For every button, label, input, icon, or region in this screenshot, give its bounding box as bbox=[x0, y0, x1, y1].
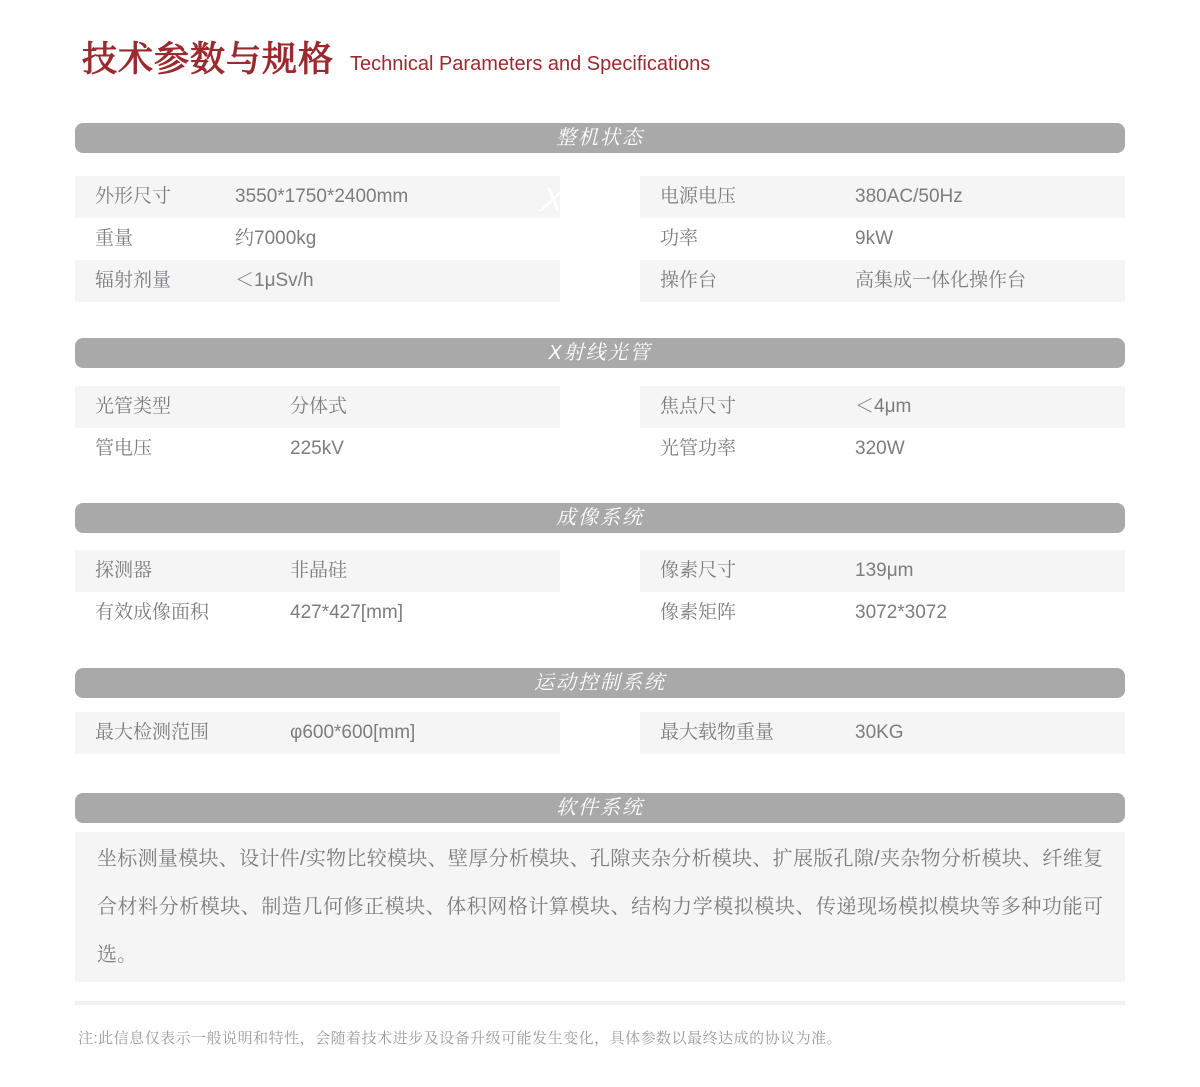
spec-value: 3550*1750*2400mm bbox=[235, 186, 409, 207]
spec-row bbox=[640, 176, 1125, 218]
spec-value: 427*427[mm] bbox=[290, 602, 404, 623]
spec-column-left bbox=[75, 712, 560, 754]
spec-label: 光管功率 bbox=[660, 438, 737, 459]
spec-label: 探测器 bbox=[95, 560, 153, 581]
spec-label: 有效成像面积 bbox=[95, 602, 210, 623]
spec-column-right bbox=[640, 550, 1125, 634]
spec-label: 像素矩阵 bbox=[660, 602, 737, 623]
page-title-chinese: 技术参数与规格 bbox=[82, 40, 335, 79]
spec-row bbox=[640, 712, 1125, 754]
spec-value: ＜4μm bbox=[855, 396, 912, 417]
section-header-bar bbox=[75, 793, 1125, 823]
spec-label: 光管类型 bbox=[95, 396, 172, 417]
section-header-bar bbox=[75, 123, 1125, 153]
spec-column-left bbox=[75, 386, 560, 470]
footer-note: 注:此信息仅表示一般说明和特性，会随着技术进步及设备升级可能发生变化，具体参数以最终达成的协议为准。 bbox=[78, 1030, 843, 1047]
spec-value: 139μm bbox=[855, 560, 914, 581]
spec-row bbox=[640, 550, 1125, 592]
spec-value: 约7000kg bbox=[235, 228, 317, 249]
section-title: 整机状态 bbox=[556, 127, 644, 149]
page-title bbox=[82, 38, 710, 82]
spec-row bbox=[75, 712, 560, 754]
spec-value: 非晶硅 bbox=[290, 560, 348, 581]
spec-row bbox=[75, 176, 560, 218]
section-header-bar bbox=[75, 503, 1125, 533]
spec-value: φ600*600[mm] bbox=[290, 722, 416, 743]
spec-row bbox=[75, 550, 560, 592]
spec-column-right bbox=[640, 386, 1125, 470]
spec-label: 操作台 bbox=[660, 270, 718, 291]
spec-label: 重量 bbox=[95, 228, 134, 249]
spec-columns bbox=[75, 386, 1125, 470]
spec-column-right bbox=[640, 712, 1125, 754]
spec-row bbox=[75, 428, 560, 470]
spec-value: 225kV bbox=[290, 438, 344, 459]
spec-column-left bbox=[75, 176, 560, 302]
spec-row bbox=[640, 428, 1125, 470]
spec-value: 9kW bbox=[855, 228, 893, 249]
spec-value: ＜1μSv/h bbox=[235, 270, 314, 291]
spec-row bbox=[75, 218, 560, 260]
spec-section bbox=[75, 793, 1125, 982]
watermark: X bbox=[538, 181, 567, 219]
section-title: 成像系统 bbox=[556, 507, 644, 529]
spec-section bbox=[75, 338, 1125, 470]
section-title: X射线光管 bbox=[548, 342, 652, 364]
spec-label: 功率 bbox=[660, 228, 699, 249]
spec-label: 管电压 bbox=[95, 438, 153, 459]
spec-section bbox=[75, 123, 1125, 302]
spec-column-left bbox=[75, 550, 560, 634]
spec-value: 30KG bbox=[855, 722, 904, 743]
section-header-bar bbox=[75, 668, 1125, 698]
spec-label: 像素尺寸 bbox=[660, 560, 737, 581]
spec-value: 380AC/50Hz bbox=[855, 186, 963, 207]
spec-row bbox=[640, 592, 1125, 634]
page-title-english: Technical Parameters and Specifications bbox=[350, 53, 711, 75]
spec-section bbox=[75, 503, 1125, 634]
section-title: 软件系统 bbox=[556, 797, 644, 819]
spec-label: 焦点尺寸 bbox=[660, 396, 737, 417]
spec-row bbox=[640, 218, 1125, 260]
spec-value: 320W bbox=[855, 438, 905, 459]
spec-row bbox=[75, 386, 560, 428]
footer-divider bbox=[75, 1001, 1125, 1005]
spec-value: 高集成一体化操作台 bbox=[855, 270, 1027, 291]
spec-label: 电源电压 bbox=[660, 186, 737, 207]
spec-row bbox=[75, 260, 560, 302]
section-header-bar bbox=[75, 338, 1125, 368]
spec-label: 最大载物重量 bbox=[660, 722, 775, 743]
spec-label: 外形尺寸 bbox=[95, 186, 172, 207]
software-modules-text: 坐标测量模块、设计件/实物比较模块、壁厚分析模块、孔隙夹杂分析模块、扩展版孔隙/夹杂物分析模块、纤维复合材料分析模块、制造几何修正模块、体积网格计算模块、结构力学模拟模块、传递现场模拟模块等多种功能可选。 bbox=[75, 832, 1125, 982]
spec-section bbox=[75, 668, 1125, 754]
spec-columns bbox=[75, 712, 1125, 754]
spec-row bbox=[640, 386, 1125, 428]
spec-column-right bbox=[640, 176, 1125, 302]
spec-columns bbox=[75, 176, 1125, 302]
spec-row bbox=[75, 592, 560, 634]
spec-columns bbox=[75, 550, 1125, 634]
spec-row bbox=[640, 260, 1125, 302]
section-title: 运动控制系统 bbox=[534, 672, 666, 694]
spec-label: 辐射剂量 bbox=[95, 270, 172, 291]
spec-value: 分体式 bbox=[290, 396, 348, 417]
spec-label: 最大检测范围 bbox=[95, 722, 210, 743]
spec-value: 3072*3072 bbox=[855, 602, 947, 623]
